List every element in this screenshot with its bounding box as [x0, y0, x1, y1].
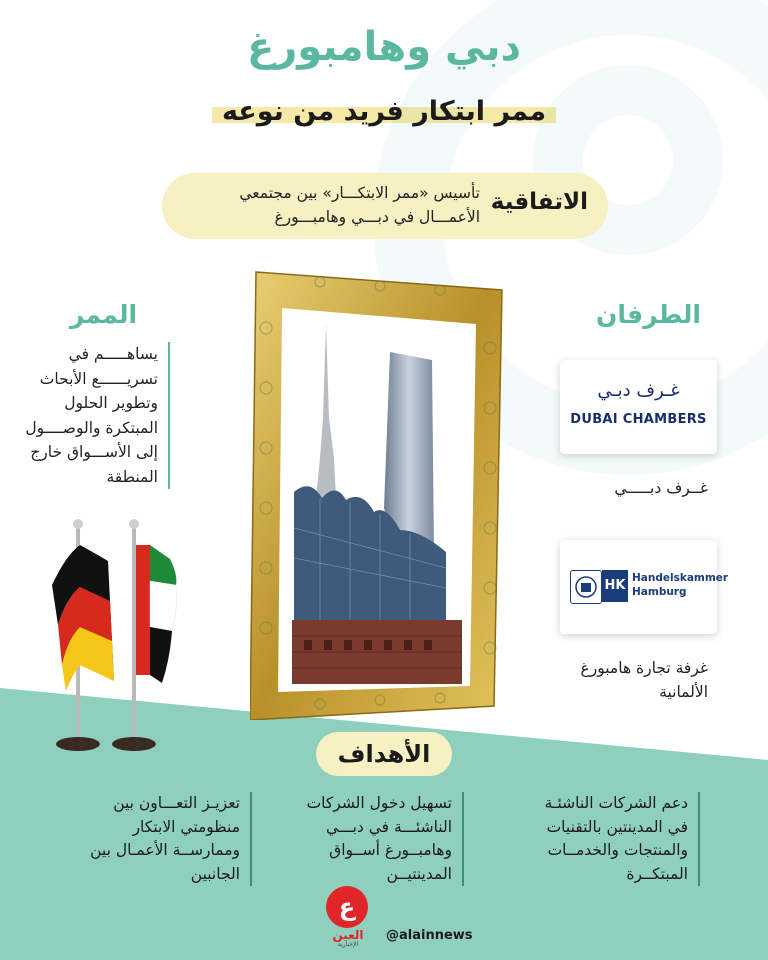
dubai-chambers-logo-english: DUBAI CHAMBERS — [570, 412, 707, 427]
corridor-heading: الممر — [70, 300, 138, 329]
golden-frame-skyline-illustration — [250, 268, 506, 720]
dubai-chambers-logo — [560, 360, 717, 454]
hamburg-logo-line2: Hamburg — [632, 586, 687, 598]
alain-logo-sub: الإخبارية — [337, 941, 359, 948]
agreement-box — [162, 173, 608, 239]
handelskammer-hamburg-logo — [560, 540, 729, 634]
agreement-text: تأسيس «ممر الابتكـــار» بين مجتمعي الأعمـــال في دبـــي وهامبـــورغ — [239, 184, 480, 226]
hamburg-logo-line1: Handelskammer — [632, 572, 729, 584]
hamburg-crest-icon — [570, 570, 602, 604]
social-handle[interactable]: @alainnews — [386, 928, 473, 943]
goals-heading: الأهداف — [316, 732, 452, 776]
alain-logo-name: العين — [332, 928, 364, 942]
parties-heading: الطرفان — [596, 300, 701, 329]
goal-item-3: تعزيـز التعـــاون بين منظومتي الابتكار وممارســة الأعمـال بين الجانبين — [90, 792, 252, 886]
hk-badge: HK — [602, 570, 628, 602]
goal-item-1: دعم الشركات الناشئـة في المدينتين بالتقنيات والمنتجات والخدمــات المبتكــرة — [538, 792, 700, 886]
corridor-text: يساهـــــم في تسريــــــع الأبحاث وتطوير الحلول المبتكرة والوصــــول إلى الأســـواق خارج المنطقة — [8, 342, 170, 489]
hamburg-chamber-label: غرفة تجارة هامبورغ الألمانية — [580, 659, 708, 701]
page-title: دبي وهامبورغ — [246, 24, 522, 70]
goal-item-2: تسهيل دخول الشركات الناشئـــة في دبـــي وهامبــورغ أســواق المدينتيــن — [302, 792, 464, 886]
agreement-label: الاتفاقية — [490, 189, 588, 215]
dubai-chambers-logo-arabic: غـرف دبـي — [597, 380, 680, 401]
germany-uae-flags-icon — [40, 515, 190, 760]
page-subtitle: ممر ابتكار فريد من نوعه — [212, 96, 556, 127]
dubai-chambers-label: غــرف دبـــــي — [614, 479, 708, 497]
alain-news-logo — [320, 886, 380, 950]
alain-logo-icon: ع — [326, 886, 368, 928]
